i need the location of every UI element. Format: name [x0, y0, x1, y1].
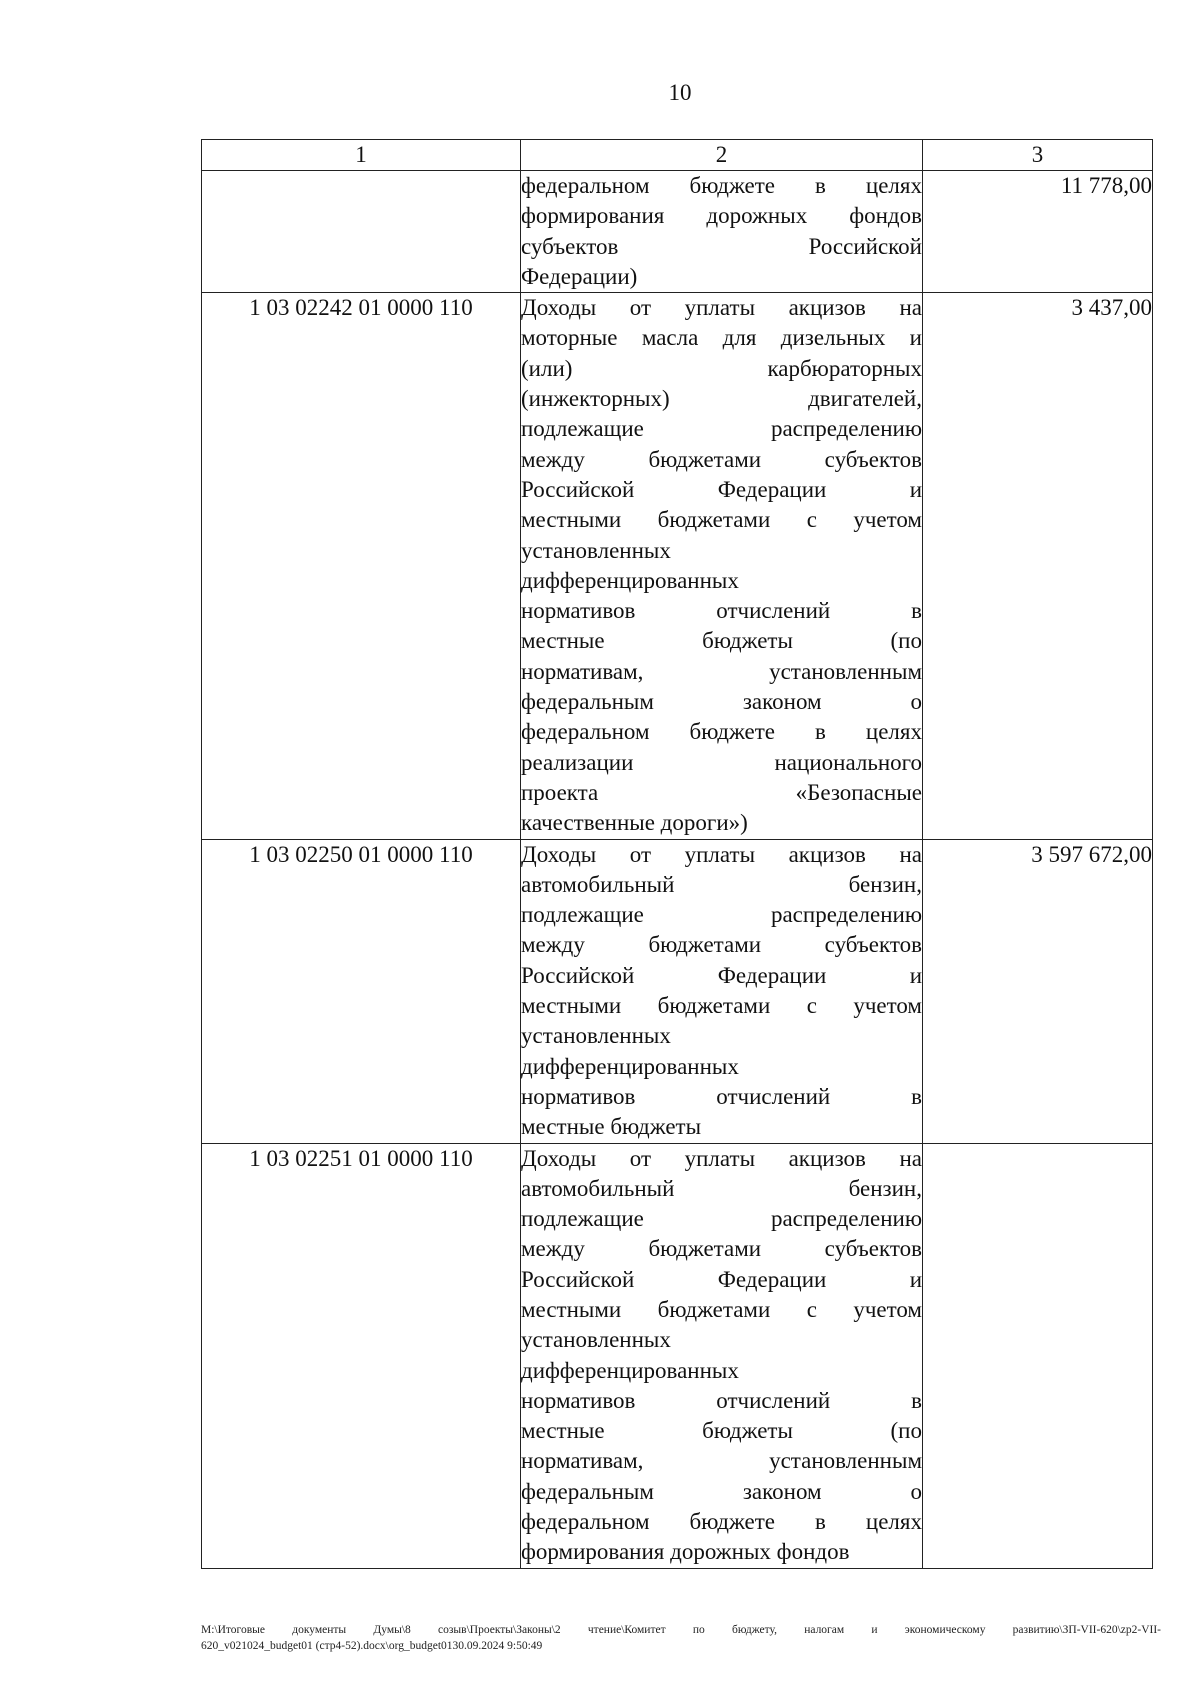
description-line: Российской Федерации и: [521, 962, 922, 988]
column-header-3: 3: [923, 140, 1153, 171]
amount-value: [923, 1143, 1153, 1568]
description-line: формирования дорожных фондов: [521, 1539, 850, 1565]
budget-classification-code: 1 03 02250 01 0000 110: [202, 839, 521, 1143]
table-header-row: [202, 140, 1153, 171]
description-line: (инжекторных) двигателей,: [521, 386, 922, 412]
footer-path-line-1: М:\Итоговые документы Думы\8 созыв\Проекты\Законы\2 чтение\Комитет по бюджету, налогам и экономическому развитию\ЗП-VII-620\zp2-VII-: [201, 1624, 1161, 1636]
description-line: местные бюджеты (по: [521, 1418, 922, 1444]
table-body: [202, 171, 1153, 1569]
description-line: федеральном бюджете в целях: [521, 719, 922, 745]
description-line: нормативов отчислений в: [521, 1387, 922, 1413]
description-line: дифференцированных: [521, 1357, 739, 1383]
description-line: нормативам, установленным: [521, 658, 922, 684]
description-line: автомобильный бензин,: [521, 871, 922, 897]
footer-path-line-2: 620_v021024_budget01 (стр4-52).docx\org_budget0130.09.2024 9:50:49: [201, 1640, 543, 1652]
description-line: федеральном бюджете в целях: [521, 173, 922, 198]
revenue-description: [521, 839, 923, 1143]
table-row: [202, 171, 1153, 293]
description-line: установленных: [521, 1023, 671, 1049]
description-line: Федерации): [521, 263, 638, 289]
description-line: федеральном бюджете в целях: [521, 1509, 922, 1535]
page-number: 10: [668, 80, 692, 105]
description-line: Доходы от уплаты акцизов на: [521, 1145, 922, 1171]
description-line: установленных: [521, 1327, 671, 1353]
description-line: субъектов Российской: [521, 233, 922, 259]
amount-value: 3 597 672,00: [923, 839, 1153, 1143]
description-line: между бюджетами субъектов: [521, 932, 922, 958]
description-line: нормативов отчислений в: [521, 598, 922, 624]
table-row: [202, 293, 1153, 839]
description-line: формирования дорожных фондов: [521, 203, 922, 229]
amount-value: 3 437,00: [923, 293, 1153, 839]
description-line: федеральным законом о: [521, 1478, 922, 1504]
revenue-description: [521, 1143, 923, 1568]
description-line: автомобильный бензин,: [521, 1175, 922, 1201]
budget-classification-code: 1 03 02242 01 0000 110: [202, 293, 521, 839]
description-line: проекта «Безопасные: [521, 779, 922, 805]
amount-value: 11 778,00: [923, 171, 1153, 293]
column-header-2: 2: [521, 140, 923, 171]
description-line: (или) карбюраторных: [521, 355, 922, 381]
revenue-description: [521, 293, 923, 839]
description-line: дифференцированных: [521, 567, 739, 593]
table-row: [202, 839, 1153, 1143]
description-line: местными бюджетами с учетом: [521, 1296, 922, 1322]
description-line: качественные дороги»): [521, 810, 748, 836]
description-line: Российской Федерации и: [521, 476, 922, 502]
description-line: реализации национального: [521, 749, 922, 775]
description-line: Доходы от уплаты акцизов на: [521, 841, 922, 867]
column-header-1: 1: [202, 140, 521, 171]
revenue-description: [521, 171, 923, 293]
description-line: подлежащие распределению: [521, 1206, 922, 1232]
description-line: дифференцированных: [521, 1053, 739, 1079]
description-line: подлежащие распределению: [521, 902, 922, 928]
description-line: местные бюджеты: [521, 1114, 702, 1140]
description-line: между бюджетами субъектов: [521, 446, 922, 472]
description-line: моторные масла для дизельных и: [521, 325, 922, 351]
budget-classification-code: [202, 171, 521, 293]
description-line: местные бюджеты (по: [521, 628, 922, 654]
budget-revenue-table: [201, 139, 1153, 1569]
description-line: подлежащие распределению: [521, 416, 922, 442]
description-line: нормативам, установленным: [521, 1448, 922, 1474]
description-line: установленных: [521, 537, 671, 563]
description-line: федеральным законом о: [521, 689, 922, 715]
budget-classification-code: 1 03 02251 01 0000 110: [202, 1143, 521, 1568]
file-path-footer: [201, 1622, 1161, 1654]
description-line: нормативов отчислений в: [521, 1083, 922, 1109]
description-line: местными бюджетами с учетом: [521, 993, 922, 1019]
table-row: [202, 1143, 1153, 1568]
description-line: Российской Федерации и: [521, 1266, 922, 1292]
description-line: между бюджетами субъектов: [521, 1236, 922, 1262]
description-line: местными бюджетами с учетом: [521, 507, 922, 533]
description-line: Доходы от уплаты акцизов на: [521, 295, 922, 321]
